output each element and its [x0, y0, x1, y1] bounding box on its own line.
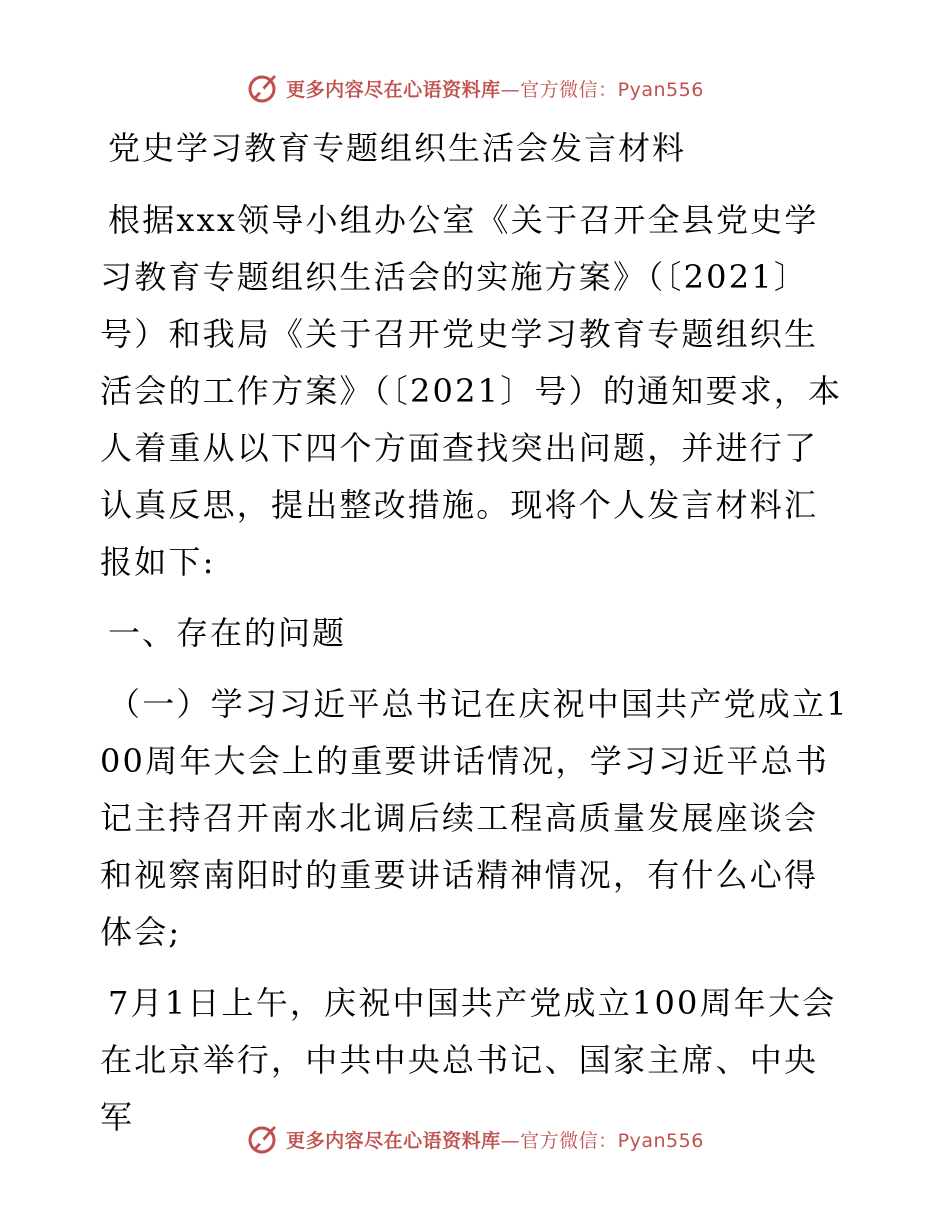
intro-paragraph: 根据xxx领导小组办公室《关于召开全县党史学习教育专题组织生活会的实施方案》（〔2021〕号）和我局《关于召开党史学习教育专题组织生活会的工作方案》（〔2021〕号）的通知要求，本人着重从以下四个方面查找突出问题，并进行了认真反思，提出整改措施。现将个人发言材料汇报如下: [100, 201, 843, 581]
pen-logo-icon [246, 71, 280, 105]
watermark-text: 更多内容尽在心语资料库—官方微信：Pyan556 [286, 1129, 704, 1152]
pen-logo-icon [246, 1122, 280, 1156]
watermark-banner-bottom [0, 1119, 950, 1159]
document-title: 党史学习教育专题组织生活会发言材料 [108, 129, 687, 167]
watermark-text: 更多内容尽在心语资料库—官方微信：Pyan556 [286, 78, 704, 101]
section-heading: 一、存在的问题 [108, 614, 347, 652]
body-paragraph: 7月1日上午，庆祝中国共产党成立100周年大会在北京举行，中共中央总书记、国家主席、中央军 [100, 984, 837, 1136]
subsection-paragraph: （一）学习习近平总书记在庆祝中国共产党成立100周年大会上的重要讲话情况，学习习近平总书记主持召开南水北调后续工程高质量发展座谈会和视察南阳时的重要讲话精神情况，有什么心得体会; [100, 685, 849, 951]
watermark-banner-top [0, 68, 950, 108]
document-body [100, 122, 850, 1160]
